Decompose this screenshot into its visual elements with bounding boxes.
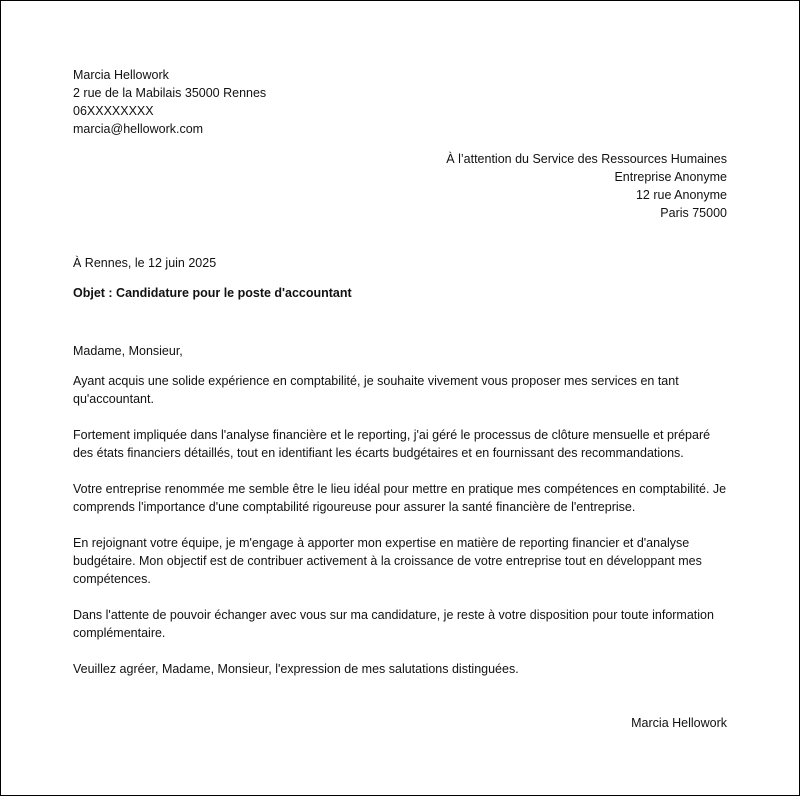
body-paragraph: Ayant acquis une solide expérience en comptabilité, je souhaite vivement vous proposer mes services en tant qu'accountant. (73, 374, 679, 406)
recipient-city: Paris 75000 (660, 206, 727, 220)
body-paragraph: Votre entreprise renommée me semble être le lieu idéal pour mettre en pratique mes compétences en comptabilité. Je comprends l'importance d'une comptabilité rigoureuse pour assurer la santé financière de l'entreprise. (73, 482, 727, 514)
recipient-block (446, 150, 727, 222)
sender-block (73, 66, 266, 138)
sender-email: marcia@hellowork.com (73, 122, 204, 136)
letter-salutation: Madame, Monsieur, (73, 344, 183, 358)
body-paragraph: En rejoignant votre équipe, je m'engage à apporter mon expertise en matière de reporting financier et d'analyse budgétaire. Mon objectif est de contribuer activement à la croissance de votre entreprise tout en développant mes compétences. (73, 536, 702, 586)
recipient-street: 12 rue Anonyme (635, 188, 727, 202)
recipient-attention: À l’attention du Service des Ressources Humaines (446, 152, 727, 166)
closing-paragraph: Veuillez agréer, Madame, Monsieur, l'expression de mes salutations distinguées. (73, 662, 519, 676)
sender-name: Marcia Hellowork (73, 68, 169, 82)
letter-subject: Objet : Candidature pour le poste d'accountant (73, 286, 352, 300)
letter-body (73, 372, 729, 696)
body-paragraph: Fortement impliquée dans l'analyse financière et le reporting, j'ai géré le processus de clôture mensuelle et préparé des états financiers détaillés, tout en identifiant les écarts budgétaires et en fournissant des recommandations. (73, 428, 711, 460)
recipient-company: Entreprise Anonyme (614, 170, 727, 184)
letter-signature: Marcia Hellowork (631, 716, 727, 730)
sender-address: 2 rue de la Mabilais 35000 Rennes (73, 86, 267, 100)
sender-phone: 06XXXXXXXX (73, 104, 154, 118)
letter-date: À Rennes, le 12 juin 2025 (73, 256, 217, 270)
body-paragraph: Dans l'attente de pouvoir échanger avec vous sur ma candidature, je reste à votre disposition pour toute information complémentaire. (73, 608, 714, 640)
